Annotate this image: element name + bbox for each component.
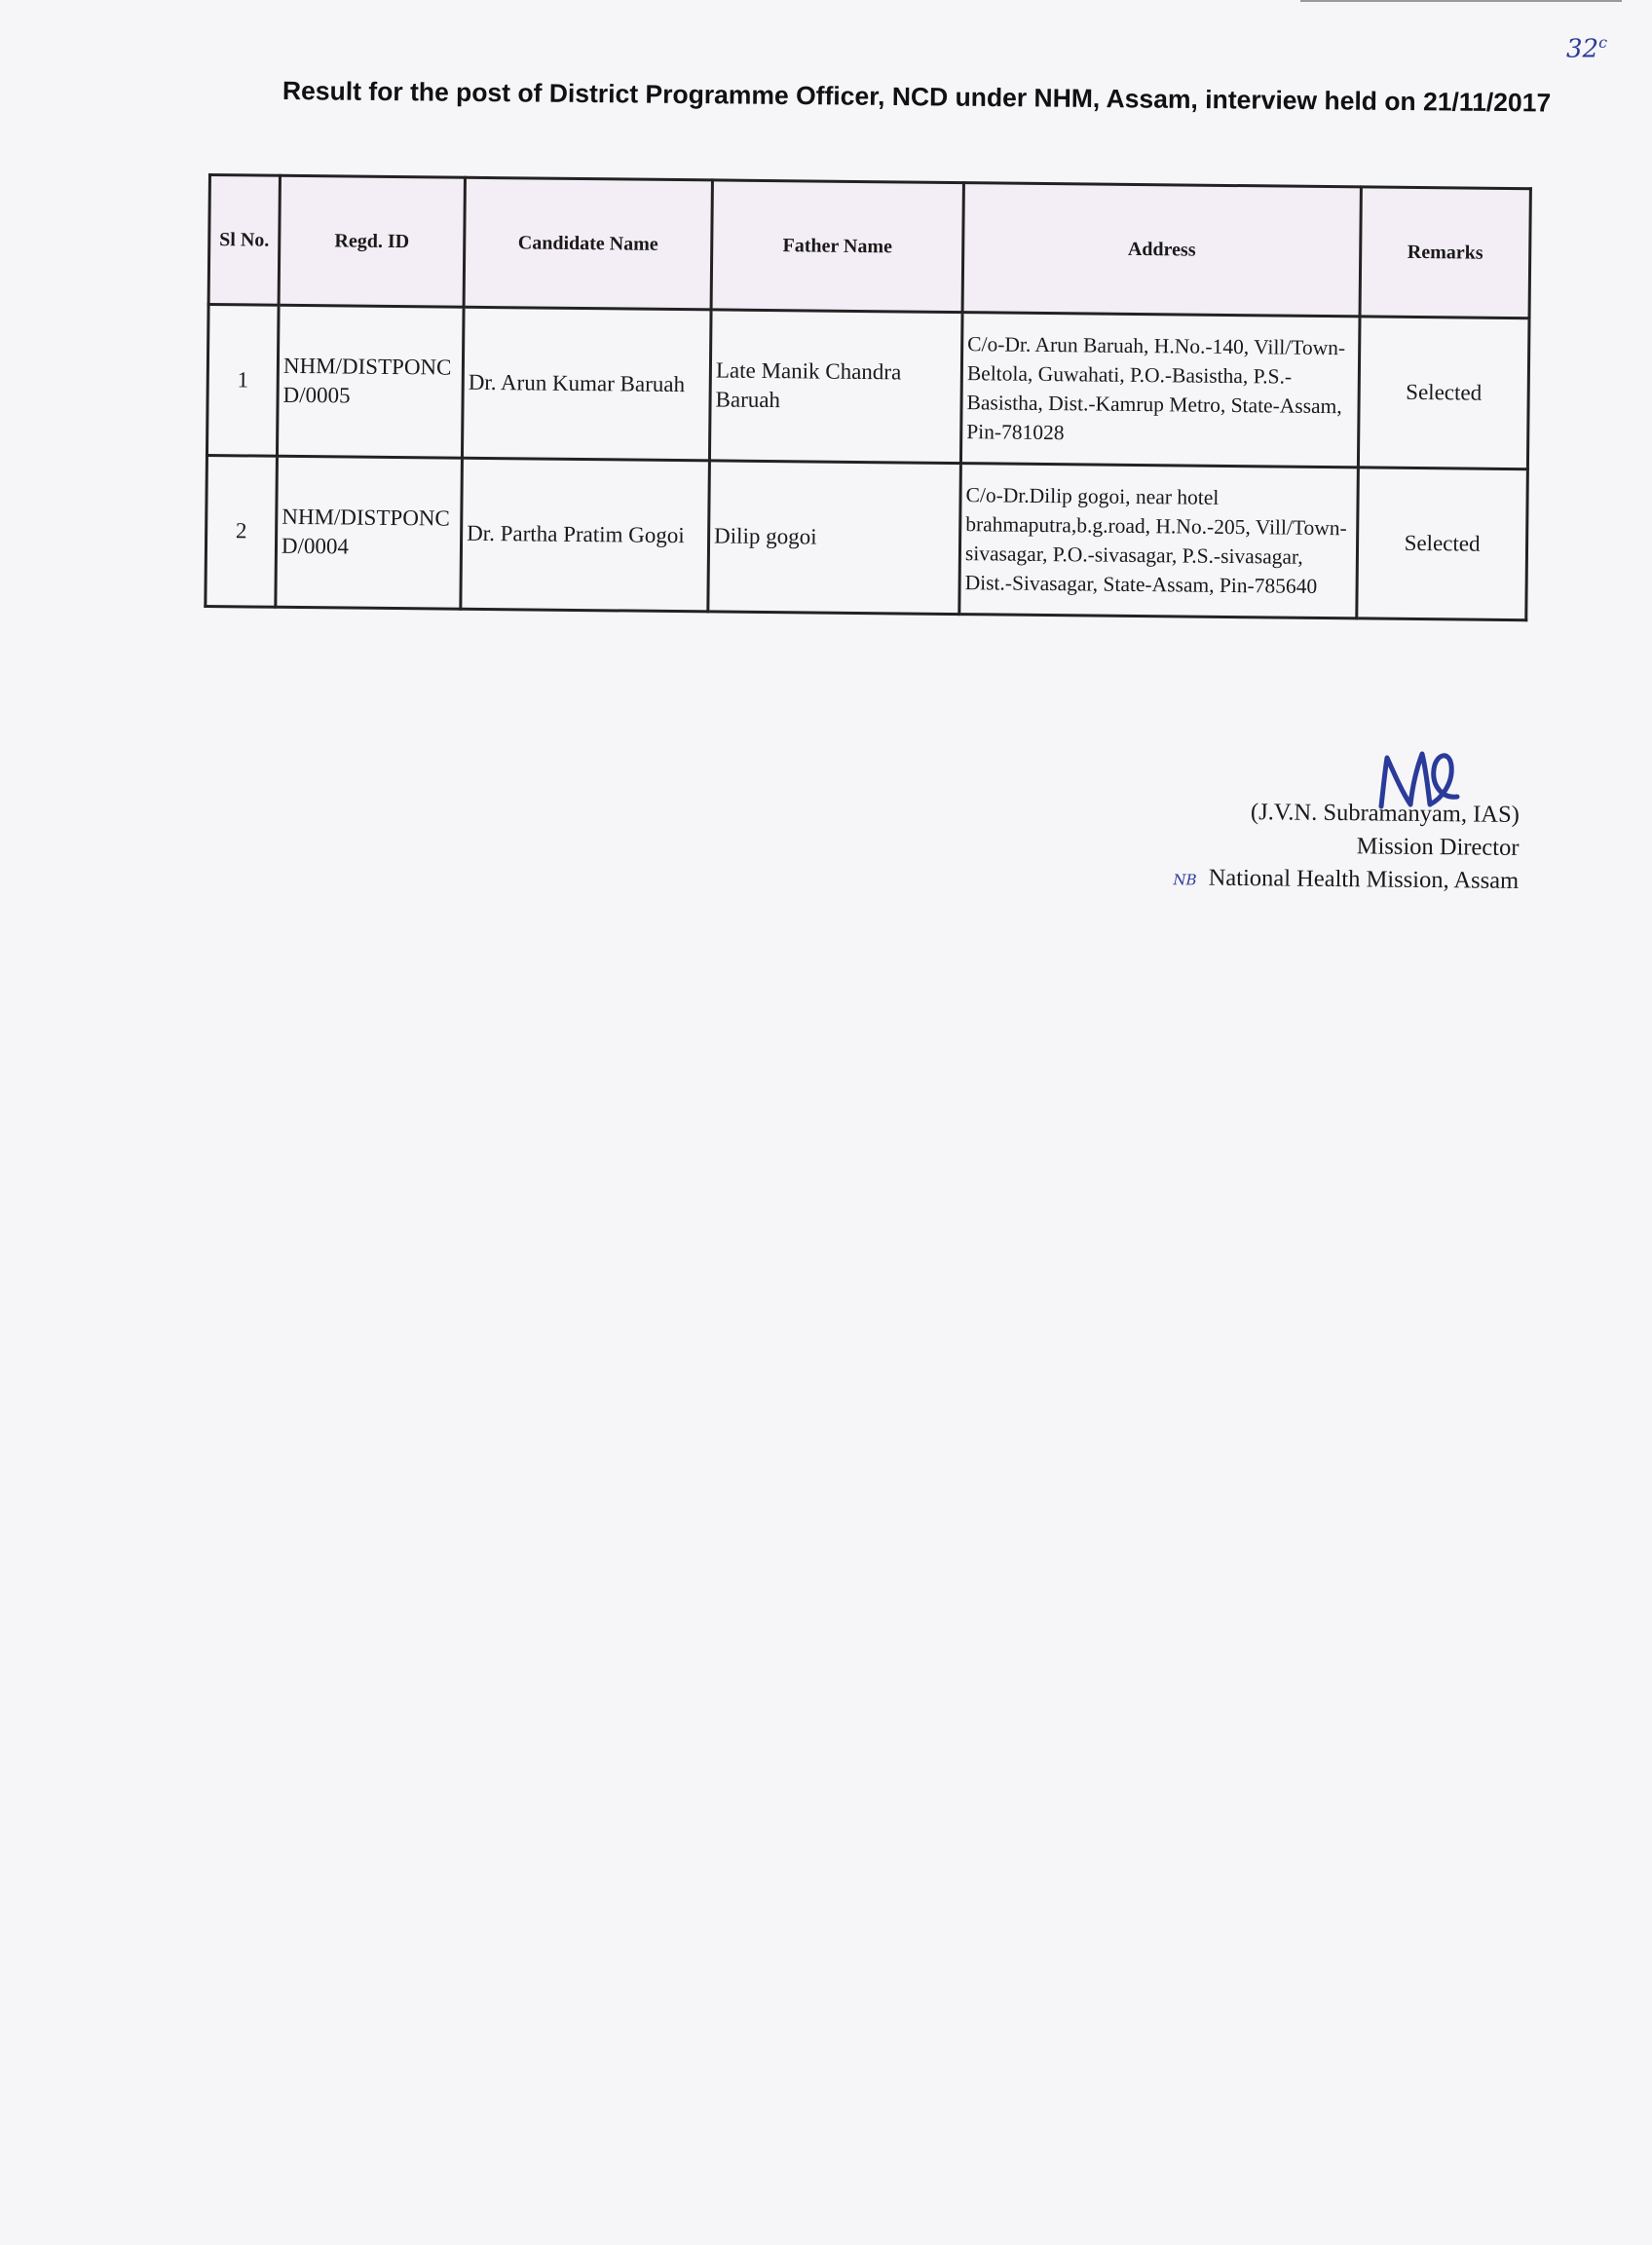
handwritten-initials: NB [1173, 870, 1197, 889]
signatory-organization: National Health Mission, Assam [1208, 864, 1520, 894]
cell-remarks: Selected [1358, 317, 1529, 469]
top-edge-rule [1300, 0, 1622, 2]
page-number-mark [1566, 33, 1607, 64]
cell-remarks: Selected [1357, 468, 1528, 620]
header-regd-id: Regd. ID [279, 175, 465, 307]
cell-candidate-name: Dr. Arun Kumar Baruah [462, 307, 711, 461]
table-header-row [208, 175, 1530, 318]
signatory-organization-line [1129, 860, 1519, 897]
cell-father-name: Dilip gogoi [708, 461, 961, 615]
cell-candidate-name: Dr. Partha Pratim Gogoi [461, 458, 710, 612]
result-table-container [204, 173, 1532, 621]
cell-address: C/o-Dr. Arun Baruah, H.No.-140, Vill/Town-Beltola, Guwahati, P.O.-Basistha, P.S.-Basistha, Dist.-Kamrup Metro, State-Assam, Pin-781028 [960, 313, 1360, 468]
header-address: Address [962, 183, 1361, 317]
cell-father-name: Late Manik Chandra Baruah [709, 310, 962, 464]
cell-regd-id: NHM/DISTPONCD/0004 [276, 456, 463, 609]
signatory-name: (J.V.N. Subramanyam, IAS) [1250, 799, 1520, 828]
table-row [206, 455, 1528, 619]
signature-block [1129, 795, 1520, 898]
page-number: 32 [1566, 34, 1599, 64]
cell-sl-no: 2 [206, 455, 278, 607]
cell-regd-id: NHM/DISTPONCD/0005 [277, 305, 464, 458]
signatory-designation: Mission Director [1356, 833, 1520, 861]
cell-address: C/o-Dr.Dilip gogoi, near hotel brahmaputra,b.g.road, H.No.-205, Vill/Town-sivasagar, P.O.-sivasagar, P.S.-sivasagar, Dist.-Sivasagar, State-Assam, Pin-785640 [959, 464, 1359, 618]
table-row [206, 305, 1529, 469]
header-sl-no: Sl No. [208, 175, 280, 306]
header-candidate-name: Candidate Name [464, 177, 712, 310]
header-remarks: Remarks [1360, 187, 1530, 318]
page-number-suffix: c [1598, 33, 1608, 52]
document-title: Result for the post of District Programme Officer, NCD under NHM, Assam, interview held on 21/11/2017 [282, 76, 1552, 118]
cell-sl-no: 1 [206, 305, 279, 457]
result-table [204, 173, 1532, 621]
header-father-name: Father Name [711, 180, 963, 313]
